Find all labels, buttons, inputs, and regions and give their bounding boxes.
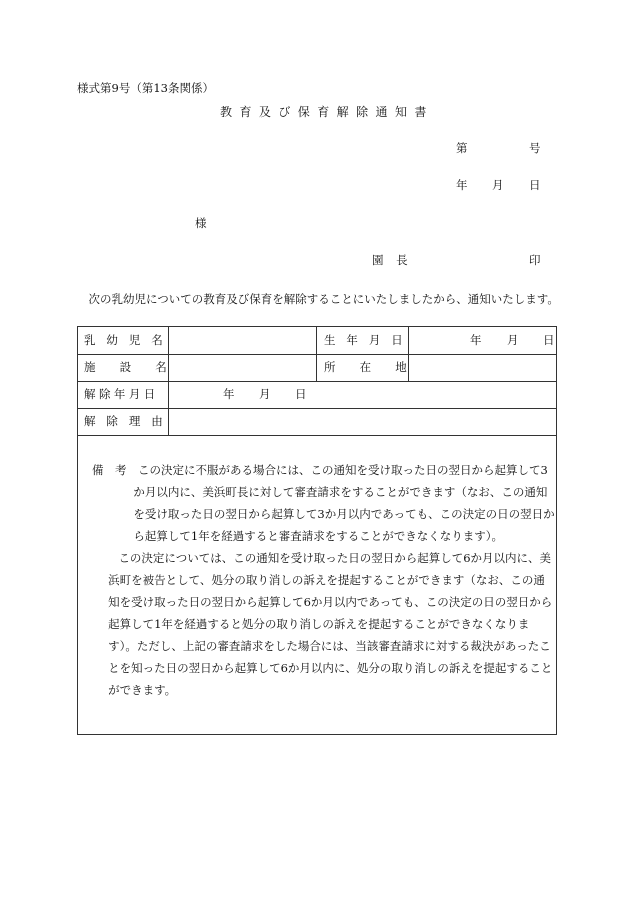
row-divider: [78, 381, 556, 382]
notes-paragraph-1-text: この決定に不服がある場合には、この通知を受け取った日の翌日から起算して3か月以内に、美浜町長に対して審査請求をすることができます（なお、この通知を受け取った日の翌日から起算して3か月以内であっても、この決定の日の翌日から起算して1年を経過すると審査請求をすることができなくなります）。: [133, 463, 555, 543]
address-field[interactable]: [414, 354, 552, 381]
birth-date-day: 日: [543, 333, 555, 347]
notes-paragraph-2-text: この決定については、この通知を受け取った日の翌日から起算して6か月以内に、美浜町を被告として、処分の取り消しの訴えを提起することができます（なお、この通知を受け取った日の翌日から起算して6か月以内であっても、この決定の日の翌日から起算して1年を経過すると処分の取り消しの訴えを提起することができなくなります）。: [108, 551, 553, 653]
release-date-month: 月: [259, 387, 271, 401]
issue-date-month: 月: [492, 178, 504, 192]
issue-date-day: 日: [529, 178, 541, 192]
doc-number-suffix: 号: [529, 141, 541, 155]
facility-label: 施設名: [84, 360, 191, 374]
release-reason-field[interactable]: [175, 408, 551, 435]
release-date-day: 日: [295, 387, 307, 401]
sender-title: 園長: [372, 253, 421, 267]
facility-field[interactable]: [175, 354, 311, 381]
issue-date-year: 年: [456, 178, 468, 192]
notes-paragraph-2: [92, 547, 556, 701]
doc-number-prefix: 第: [456, 141, 468, 155]
seal-mark: 印: [529, 253, 541, 267]
column-divider: [316, 327, 317, 381]
child-name-label: 乳幼児名: [84, 333, 174, 347]
form-number: 様式第9号（第13条関係）: [77, 81, 214, 95]
birth-date-year: 年: [470, 333, 482, 347]
notes-paragraph-1: [92, 459, 556, 547]
birth-date-month: 月: [507, 333, 519, 347]
child-name-field[interactable]: [175, 327, 311, 354]
addressee-honorific: 様: [195, 216, 207, 230]
notes-label: 備 考: [92, 463, 127, 477]
release-date-year: 年: [223, 387, 235, 401]
release-reason-label: 解除理由: [84, 414, 174, 428]
intro-text: 次の乳幼児についての教育及び保育を解除することにいたしましたから、通知いたします。: [88, 292, 559, 306]
address-label: 所在地: [324, 360, 431, 374]
release-date-label: 解除年月日: [84, 387, 159, 401]
document-title: 教育及び保育解除通知書: [220, 105, 434, 119]
notes-paragraph-3-text: ただし、上記の審査請求をした場合には、当該審査請求に対する裁決があったことを知った日の翌日から起算して6か月以内に、処分の取り消しの訴えを提起することができます。: [108, 639, 553, 697]
birth-date-label: 生年月日: [324, 333, 414, 347]
row-divider: [78, 435, 556, 436]
notes-section: [92, 459, 556, 701]
